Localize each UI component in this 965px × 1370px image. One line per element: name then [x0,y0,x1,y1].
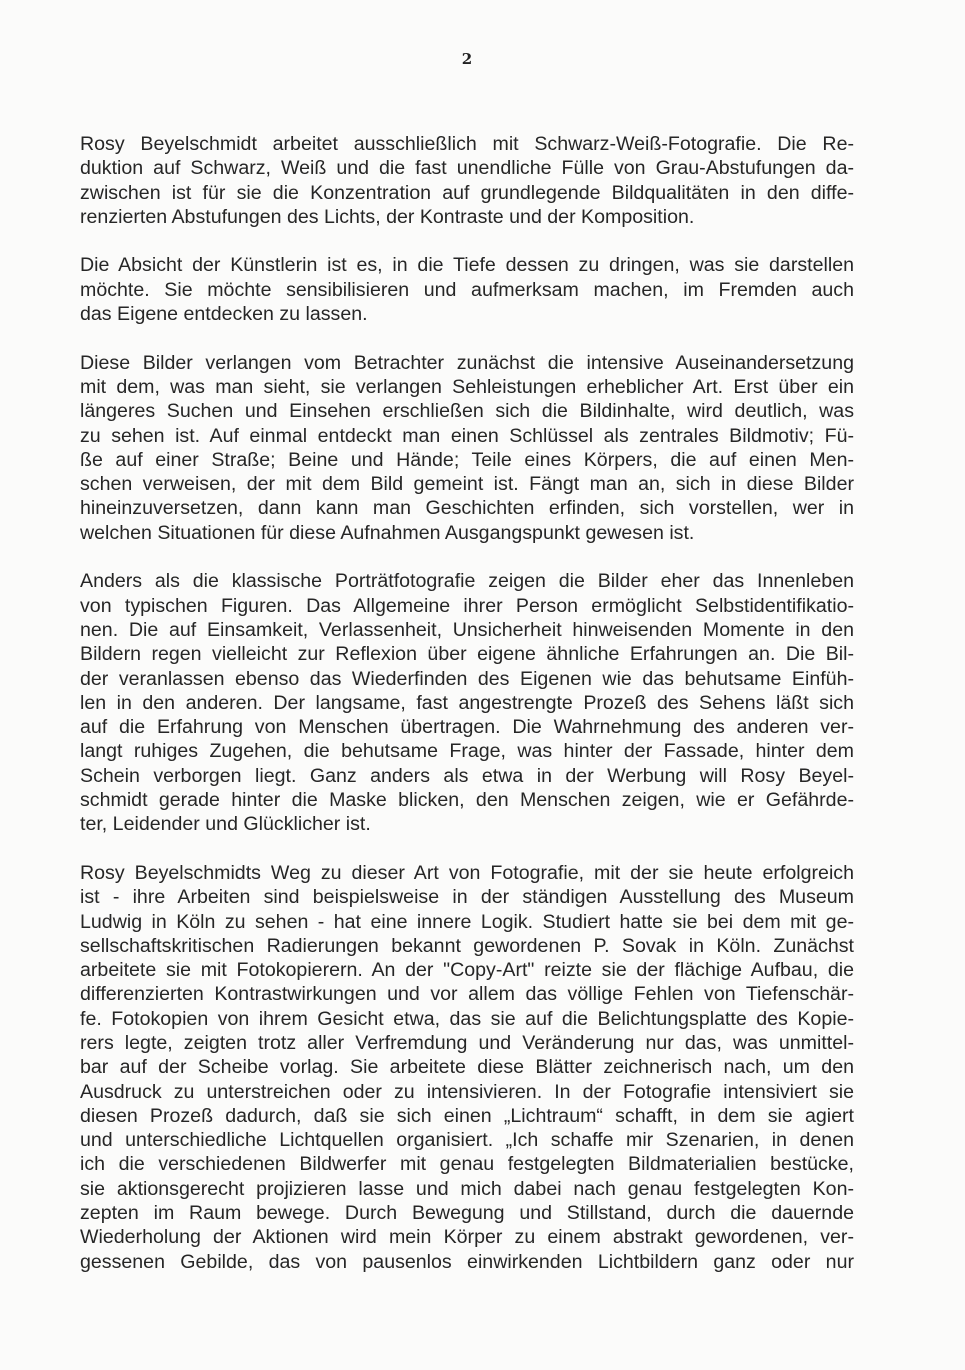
text-line: zwischen ist für sie die Konzentration auf grundlegende Bildqualitäten in den diffe- [80,181,854,204]
text-line: und unterschiedliche Lichtquellen organisiert. „Ich schaffe mir Szenarien, in denen [80,1129,854,1152]
page-number: 2 [461,50,473,68]
text-line: diesen Prozeß dadurch, daß sie sich einen „Lichtraum“ schafft, in dem sie agiert [80,1104,854,1127]
text-line: ße auf einer Straße; Beine und Hände; Teile eines Körpers, die auf einen Men- [80,448,854,471]
text-line: längeres Suchen und Einsehen erschließen sich die Bildinhalte, wird deutlich, was [80,400,854,423]
text-line: Ausdruck zu unterstreichen oder zu intensivieren. In der Fotografie intensiviert sie [80,1080,854,1103]
text-line: sie aktionsgerecht projizieren lasse und mich dabei nach genau festgelegten Kon- [80,1177,854,1200]
text-line: Ludwig in Köln zu sehen - hat eine innere Logik. Studiert hatte sie bei dem mit ge- [80,910,854,933]
text-line: schen verweisen, der mit dem Bild gemeint ist. Fängt man an, sich in diese Bilder [80,473,854,496]
text-line: Wiederholung der Aktionen wird mein Körper zu einem abstrakt gewordenen, ver- [80,1226,854,1249]
text-line: arbeitete sie mit Fotokopierern. An der "Copy-Art" reizte sie der flächige Aufbau, die [80,959,854,982]
text-line: ist - ihre Arbeiten sind beispielsweise in der ständigen Ausstellung des Museum [80,886,854,909]
text-line: möchte. Sie möchte sensibilisieren und aufmerksam machen, im Fremden auch [80,278,854,301]
text-line: von typischen Figuren. Das Allgemeine ihrer Person ermöglicht Selbstidentifikatio- [80,594,854,617]
text-line: zepten im Raum bewege. Durch Bewegung und Stillstand, durch die dauernde [80,1202,854,1225]
text-line: schmidt gerade hinter die Maske blicken, den Menschen zeigen, wie er Gefährde- [80,789,854,812]
text-line: bar auf der Scheibe vorlag. Sie arbeitete diese Blätter zeichnerisch nach, um den [80,1056,854,1079]
paragraph [80,253,854,326]
text-line: Die Absicht der Künstlerin ist es, in die Tiefe dessen zu dringen, was sie darstellen [80,254,854,277]
text-line: len in den anderen. Der langsame, fast angestrengte Prozeß des Sehens läßt sich [80,691,854,714]
paragraph [80,132,854,229]
text-line: langt ruhiges Zugehen, die behutsame Frage, was hinter der Fassade, hinter dem [80,740,854,763]
text-line: der veranlassen ebenso das Wiederfinden des Eigenen wie das behutsame Einfüh- [80,667,854,690]
paragraph [80,861,854,1274]
text-line: renzierten Abstufungen des Lichts, der Kontraste und der Komposition. [80,205,695,228]
text-line: welchen Situationen für diese Aufnahmen Ausgangspunkt gewesen ist. [80,521,695,544]
text-line: Bildern regen vielleicht zur Reflexion über eigene ähnliche Erfahrungen an. Die Bil- [80,643,854,666]
text-line: nen. Die auf Einsamkeit, Verlassenheit, Unsicherheit hinweisenden Momente in den [80,618,854,641]
text-line: das Eigene entdecken zu lassen. [80,303,368,326]
text-line: hineinzuversetzen, dann kann man Geschichten erfinden, sich vorstellen, wer in [80,497,854,520]
text-line: zu sehen ist. Auf einmal entdeckt man einen Schlüssel als zentrales Bildmotiv; Fü- [80,424,854,447]
text-line: ich die verschiedenen Bildwerfer mit genau festgelegten Bildmaterialien bestücke, [80,1153,854,1176]
text-line: Rosy Beyelschmidts Weg zu dieser Art von Fotografie, mit der sie heute erfolgreich [80,861,854,884]
text-line: auf die Erfahrung von Menschen übertragen. Die Wahrnehmung des anderen ver- [80,716,854,739]
text-line: rers legte, zeigten trotz aller Verfremdung und Veränderung nur das, was unmittel- [80,1031,854,1054]
text-line: fe. Fotokopien von ihrem Gesicht etwa, das sie auf die Belichtungsplatte des Kopie- [80,1007,854,1030]
text-line: Diese Bilder verlangen vom Betrachter zunächst die intensive Auseinandersetzung [80,351,854,374]
text-line: mit dem, was man sieht, sie verlangen Sehleistungen erheblicher Art. Erst über ein [80,375,854,398]
body-text [80,132,854,1298]
text-line: Rosy Beyelschmidt arbeitet ausschließlich mit Schwarz-Weiß-Fotografie. Die Re- [80,133,854,155]
paragraph [80,569,854,836]
text-line: duktion auf Schwarz, Weiß und die fast unendliche Fülle von Grau-Abstufungen da- [80,157,854,180]
text-line: Anders als die klassische Porträtfotografie zeigen die Bilder eher das Innenleben [80,570,854,593]
text-line: sellschaftskritischen Radierungen bekannt gewordenen P. Sovak in Köln. Zunächst [80,934,854,957]
text-line: ter, Leidender und Glücklicher ist. [80,813,371,836]
paragraph [80,351,854,545]
text-line: gessenen Gebilde, das von pausenlos einwirkenden Lichtbildern ganz oder nur [80,1250,854,1273]
text-line: differenzierten Kontrastwirkungen und vor allem das völlige Fehlen von Tiefenschär- [80,983,854,1006]
text-line: Schein verborgen liegt. Ganz anders als etwa in der Werbung will Rosy Beyel- [80,764,854,787]
